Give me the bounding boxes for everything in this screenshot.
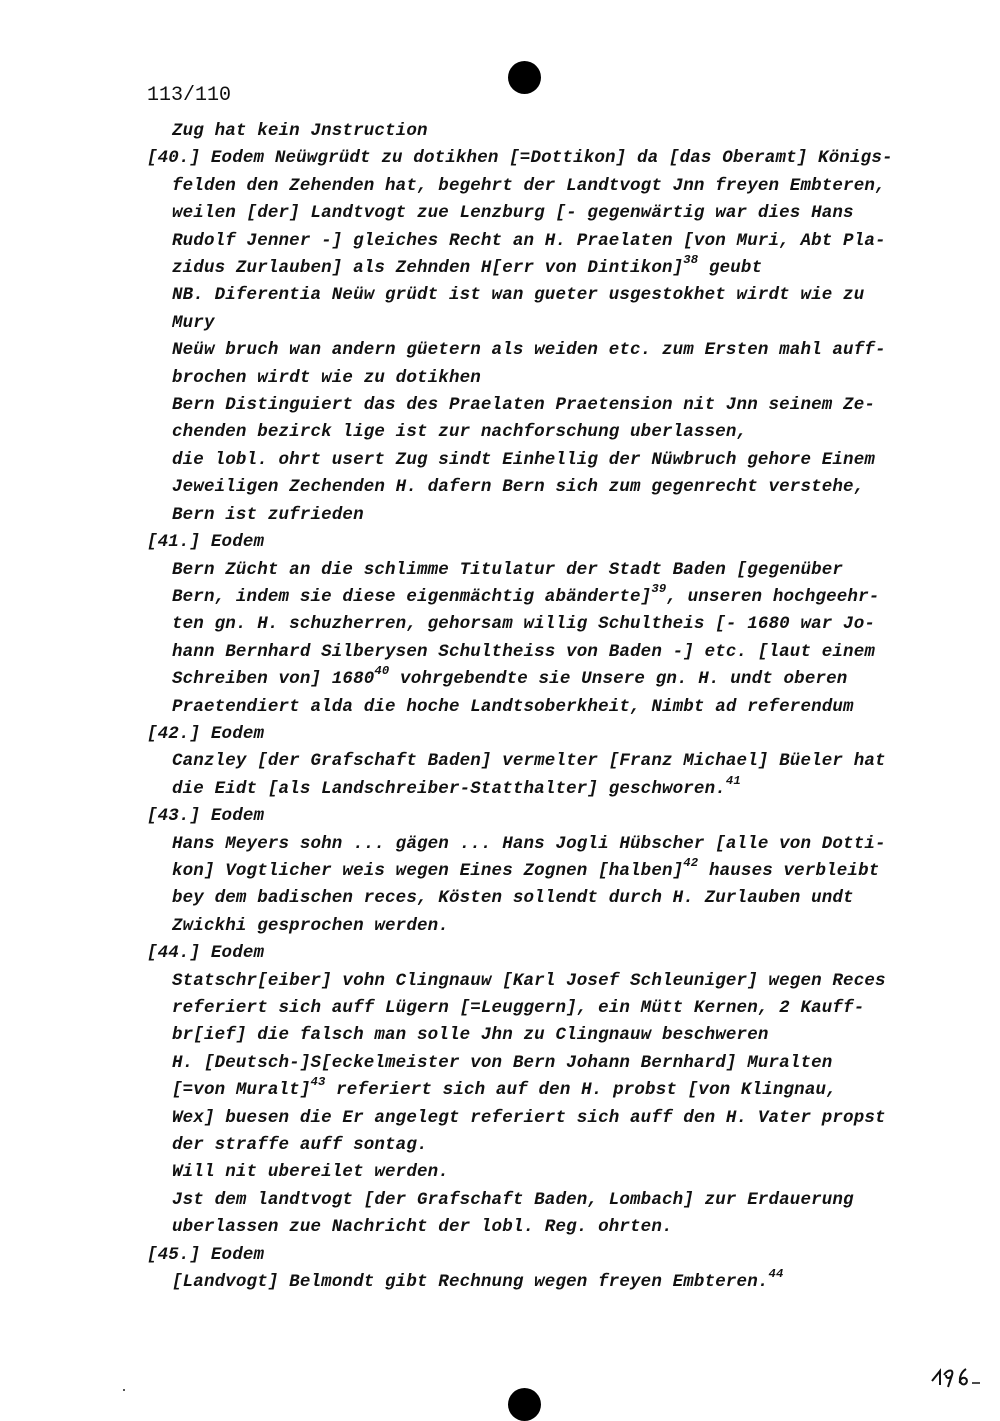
- text-line: [147, 1050, 927, 1077]
- footnote-marker: 40: [374, 664, 390, 679]
- text-line: [147, 694, 927, 721]
- line-text: Zug hat kein Jnstruction: [172, 121, 428, 141]
- line-text: Statschr[eiber] vohn Clingnauw [Karl Josef Schleuniger] wegen Reces: [172, 970, 886, 991]
- text-line: [147, 831, 927, 858]
- transcription-text: [147, 118, 927, 1296]
- line-text: [45.] Eodem: [147, 1244, 265, 1265]
- text-line: [147, 995, 927, 1022]
- text-line: [147, 419, 927, 446]
- footnote-marker: 44: [768, 1267, 784, 1282]
- line-text: Bern, indem sie diese eigenmächtig abänderte]: [172, 586, 652, 607]
- line-text: Wex] buesen die Er angelegt referiert sich auff den H. Vater propst: [172, 1107, 886, 1128]
- footnote-marker: 39: [651, 581, 667, 596]
- line-text: Rudolf Jenner -] gleiches Recht an H. Praelaten [von Muri, Abt Pla-: [172, 230, 886, 251]
- line-text: [40.] Eodem Neüwgrüdt zu dotikhen [=Dottikon] da [das Oberamt] Königs-: [147, 148, 893, 169]
- text-line: [147, 1132, 927, 1159]
- text-line: [147, 557, 927, 584]
- line-text: kon] Vogtlicher weis wegen Eines Zognen [halben]: [172, 860, 684, 881]
- line-text: weilen [der] Landtvogt zue Lenzburg [- gegenwärtig war dies Hans: [172, 203, 854, 224]
- line-text: Neüw bruch wan andern güetern als weiden etc. zum Ersten mahl auff-: [172, 340, 886, 361]
- line-text: Hans Meyers sohn ... gägen ... Hans Jogli Hübscher [alle von Dotti-: [172, 833, 886, 854]
- text-line: [147, 581, 927, 611]
- line-text-continued: hauses verbleibt: [698, 860, 880, 881]
- line-text: [44.] Eodem: [147, 943, 265, 964]
- line-text: Bern ist zufrieden: [172, 504, 364, 525]
- text-line: [147, 392, 927, 419]
- text-line: [147, 118, 927, 145]
- line-text: chenden bezirck lige ist zur nachforschung uberlassen,: [172, 422, 748, 443]
- text-line: [147, 1105, 927, 1132]
- line-text-continued: geubt: [698, 258, 763, 279]
- line-text: br[ief] die falsch man solle Jhn zu Clingnauw beschweren: [172, 1025, 769, 1046]
- text-line: [147, 1269, 927, 1296]
- line-text: Bern Distinguiert das des Praelaten Praetension nit Jnn seinem Ze-: [172, 395, 876, 416]
- line-text: der straffe auff sontag.: [172, 1135, 428, 1156]
- line-text: felden den Zehenden hat, begehrt der Landtvogt Jnn freyen Embteren,: [172, 175, 886, 196]
- entry-heading-line: [147, 721, 927, 748]
- line-text: [41.] Eodem: [147, 532, 265, 553]
- text-line: [147, 200, 927, 227]
- text-line: [147, 913, 927, 940]
- page-number: 113/110: [147, 84, 232, 107]
- text-line: [147, 666, 927, 693]
- line-text: brochen wirdt wie zu dotikhen: [172, 367, 481, 388]
- text-line: [147, 255, 927, 282]
- entry-heading-line: [147, 145, 927, 172]
- line-text-continued: vohrgebendte sie Unsere gn. H. undt oberen: [389, 669, 848, 690]
- punch-hole-top: [508, 61, 541, 94]
- entry-heading-line: [147, 940, 927, 967]
- entry-heading-line: [147, 529, 927, 556]
- entry-heading-line: [147, 1242, 927, 1269]
- text-line: [147, 1214, 927, 1241]
- text-line: [147, 1022, 927, 1049]
- line-text: zidus Zurlauben] als Zehnden H[err von Dintikon]: [172, 258, 684, 279]
- text-line: [147, 1159, 927, 1186]
- line-text: [43.] Eodem: [147, 806, 265, 827]
- line-text: Zwickhi gesprochen werden.: [172, 915, 449, 936]
- line-text: bey dem badischen reces, Kösten sollendt durch H. Zurlauben undt: [172, 888, 854, 909]
- text-line: [147, 228, 927, 255]
- folio-stamp: [928, 1361, 983, 1389]
- text-line: [147, 968, 927, 995]
- line-text: Canzley [der Grafschaft Baden] vermelter [Franz Michael] Büeler hat: [172, 751, 886, 772]
- footnote-marker: 42: [683, 855, 699, 870]
- line-text: die lobl. ohrt usert Zug sindt Einhellig der Nüwbruch gehore Einem: [172, 449, 876, 470]
- footnote-marker: 41: [725, 773, 741, 788]
- text-line: [147, 310, 927, 337]
- line-text: referiert sich auff Lügern [=Leuggern], ein Mütt Kernen, 2 Kauff-: [172, 998, 865, 1018]
- text-line: [147, 1187, 927, 1214]
- line-text: H. [Deutsch-]S[eckelmeister von Bern Johann Bernhard] Muralten: [172, 1052, 833, 1073]
- line-text-continued: referiert sich auf den H. probst [von Klingnau,: [325, 1080, 837, 1101]
- entry-heading-line: [147, 803, 927, 830]
- line-text: Praetendiert alda die hoche Landtsoberkheit, Nimbt ad referendum: [172, 696, 854, 717]
- line-text: [42.] Eodem: [147, 723, 265, 744]
- line-text: [Landvogt] Belmondt gibt Rechnung wegen freyen Embteren.: [172, 1272, 769, 1293]
- line-text: [=von Muralt]: [172, 1080, 311, 1101]
- line-text: Jeweiligen Zechenden H. dafern Bern sich zum gegenrecht verstehe,: [172, 477, 865, 498]
- scan-speck: [123, 1389, 125, 1391]
- line-text: uberlassen zue Nachricht der lobl. Reg. ohrten.: [172, 1217, 673, 1238]
- footnote-marker: 38: [683, 253, 699, 268]
- text-line: [147, 337, 927, 364]
- line-text: ten gn. H. schuzherren, gehorsam willig Schultheis [- 1680 war Jo-: [172, 614, 876, 635]
- text-line: [147, 773, 927, 803]
- line-text: Schreiben von] 1680: [172, 669, 375, 690]
- footnote-marker: 43: [310, 1075, 326, 1090]
- text-line: [147, 639, 927, 666]
- text-line: [147, 365, 927, 392]
- line-text: Mury: [172, 312, 215, 333]
- line-text: hann Bernhard Silberysen Schultheiss von Baden -] etc. [laut einem: [172, 641, 876, 662]
- text-line: [147, 282, 927, 309]
- text-line: [147, 173, 927, 200]
- text-line: [147, 611, 927, 638]
- line-text: Bern Zücht an die schlimme Titulatur der Stadt Baden [gegenüber: [172, 559, 844, 580]
- line-text: NB. Diferentia Neüw grüdt ist wan gueter usgestokhet wirdt wie zu: [172, 285, 865, 306]
- text-line: [147, 502, 927, 529]
- line-text: Jst dem landtvogt [der Grafschaft Baden, Lombach] zur Erdauerung: [172, 1189, 854, 1210]
- text-line: [147, 855, 927, 885]
- line-text-continued: , unseren hochgeehr-: [666, 586, 880, 607]
- line-text: Will nit ubereilet werden.: [172, 1162, 449, 1183]
- text-line: [147, 474, 927, 501]
- punch-hole-bottom: [508, 1388, 541, 1421]
- text-line: [147, 447, 927, 474]
- text-line: [147, 1077, 927, 1104]
- text-line: [147, 748, 927, 775]
- text-line: [147, 885, 927, 912]
- line-text: die Eidt [als Landschreiber-Statthalter] geschworen.: [172, 778, 726, 799]
